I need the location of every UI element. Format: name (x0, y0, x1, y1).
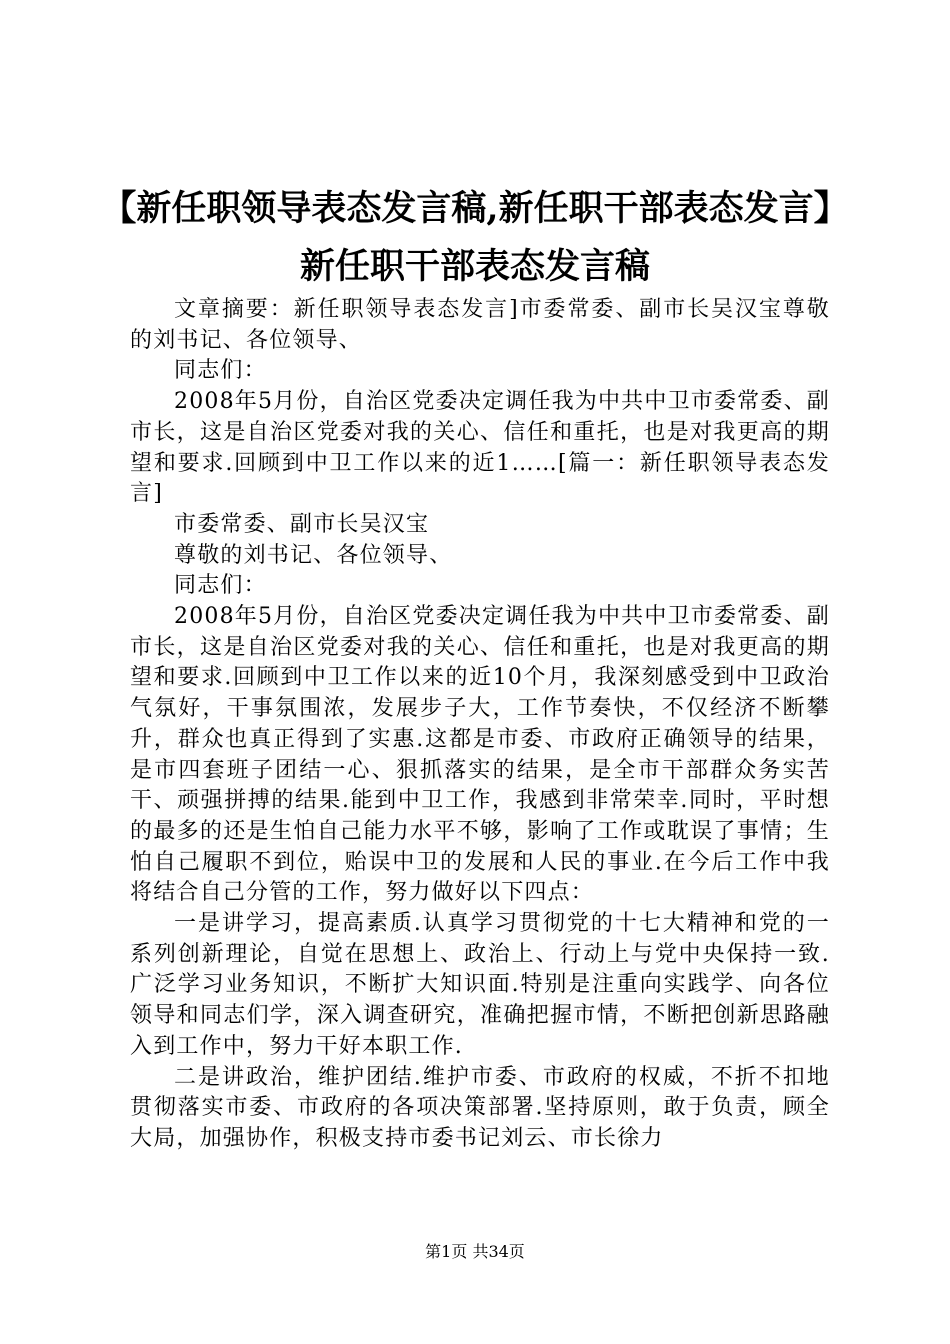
paragraph-salutation: 同志们： (174, 358, 267, 384)
paragraph-intro: 2008年5月份，自治区党委决定调任我为中共中卫市委常委、副市长，这是自治区党委对我的关心、信任和重托，也是对我更高的期望和要求.回顾到中卫工作以来的近10个月，我深刻感受到中卫政治气氛好，干事氛围浓，发展步子大，工作节奏快，不仅经济不断攀升，群众也真正得到了实惠.这都是市委、市政府正确领导的结果，是市四套班子团结一心、狠抓落实的结果，是全市干部群众务实苦干、顽强拼搏的结果.能到中卫工作，我感到非常荣幸.同时，平时想的最多的还是生怕自己能力水平不够，影响了工作或耽误了事情；生怕自己履职不到位，贻误中卫的发展和人民的事业.在今后工作中我将结合自己分管的工作，努力做好以下四点： (130, 604, 830, 906)
paragraph-point-one: 一是讲学习，提高素质.认真学习贯彻党的十七大精神和党的一系列创新理论，自觉在思想上、政治上、行动上与党中央保持一致.广泛学习业务知识，不断扩大知识面.特别是注重向实践学、向各位领导和同志们学，深入调查研究，准确把握市情，不断把创新思路融入到工作中，努力干好本职工作. (130, 911, 830, 1059)
paragraph-abstract-body: 2008年5月份，自治区党委决定调任我为中共中卫市委常委、副市长，这是自治区党委对我的关心、信任和重托，也是对我更高的期望和要求.回顾到中卫工作以来的近1……[篇一：新任职领导表态发言] (130, 389, 830, 507)
paragraph-salutation-2: 同志们： (174, 573, 267, 599)
paragraph-point-two: 二是讲政治，维护团结.维护市委、市政府的权威，不折不扣地贯彻落实市委、市政府的各项决策部署.坚持原则，敢于负责，顾全大局，加强协作，积极支持市委书记刘云、市长徐力 (130, 1064, 830, 1151)
page-footer: 第1页 共34页 (425, 1242, 525, 1261)
document-title: 【新任职领导表态发言稿,新任职干部表态发言】新任职干部表态发言稿 (101, 188, 849, 287)
paragraph-abstract: 文章摘要：新任职领导表态发言]市委常委、副市长吴汉宝尊敬的刘书记、各位领导、 (130, 297, 830, 353)
paragraph-greeting: 尊敬的刘书记、各位领导、 (174, 542, 453, 568)
document-body (130, 295, 830, 1155)
paragraph-speaker: 市委常委、副市长吴汉宝 (174, 511, 430, 537)
